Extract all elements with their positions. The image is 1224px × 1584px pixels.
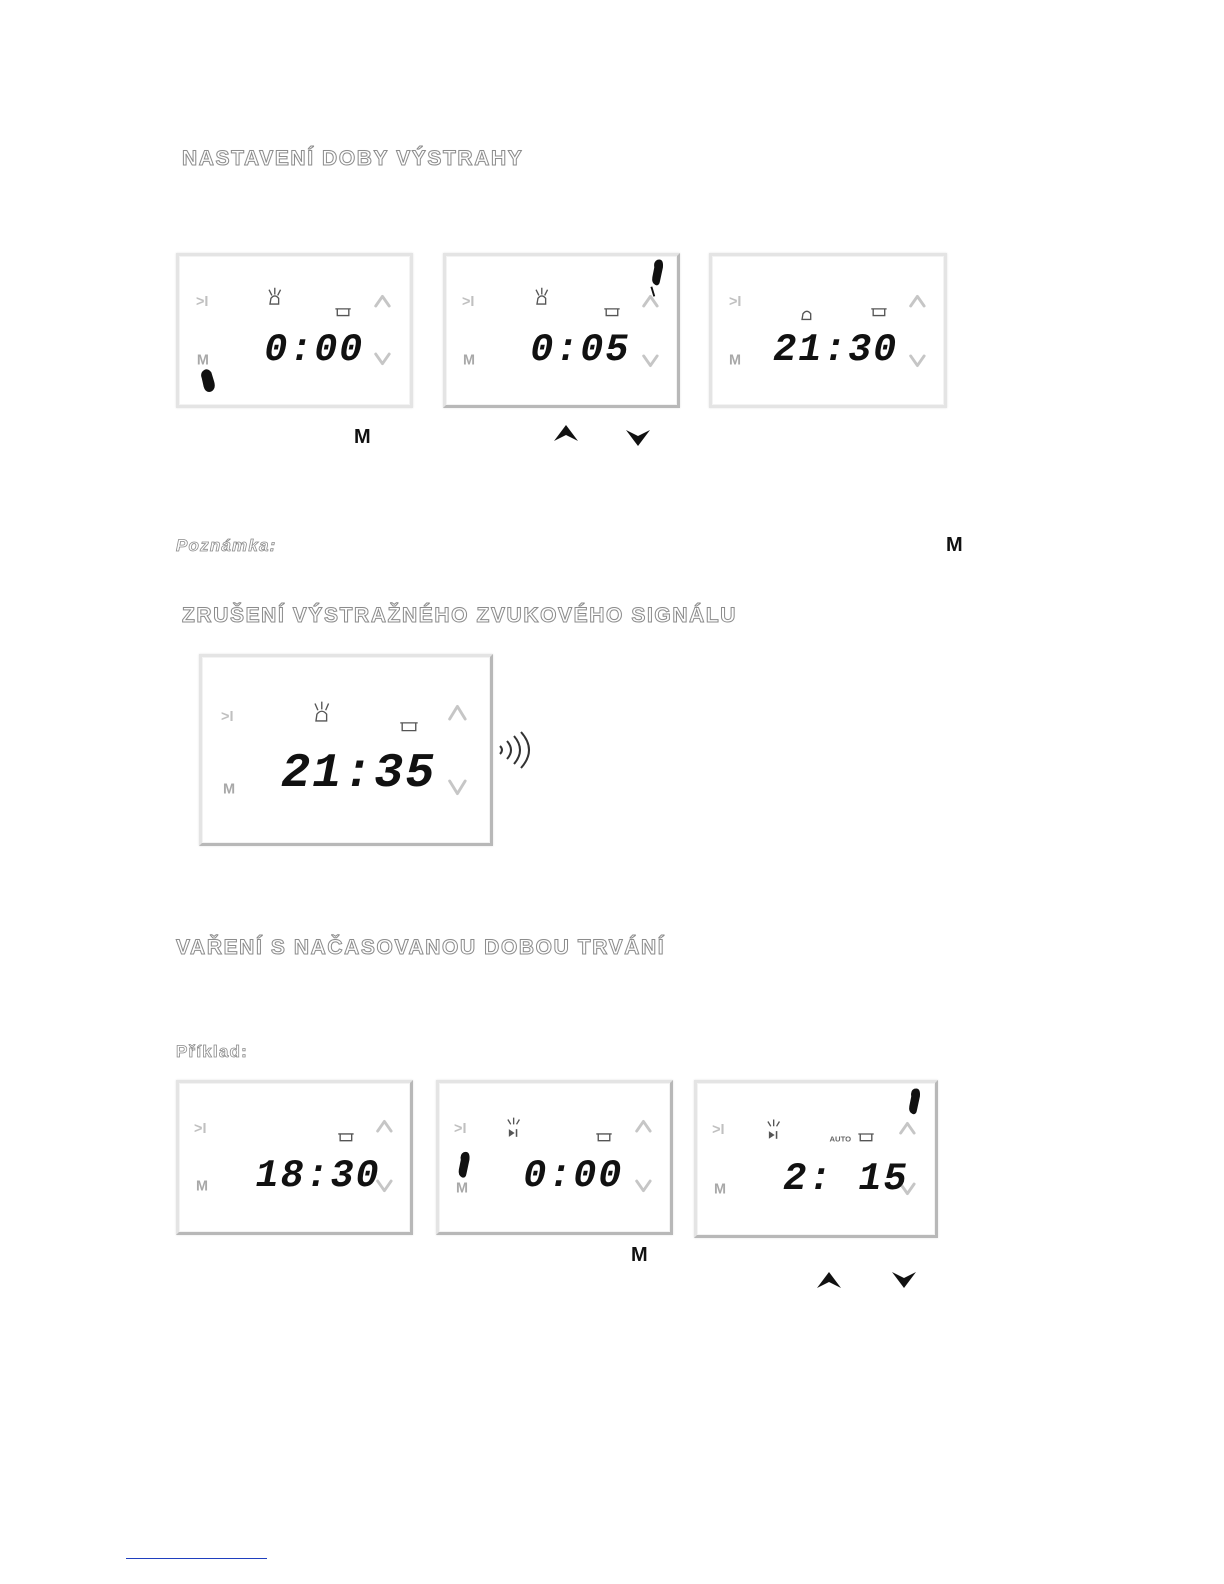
finger-pointer-icon — [909, 1088, 920, 1114]
display-panel-alarm-ringing — [199, 654, 493, 846]
alarm-bell-icon — [802, 311, 811, 319]
down-arrow-icon[interactable] — [450, 781, 466, 794]
lcd-time: 0:00 — [264, 327, 365, 372]
timer-play-icon — [768, 1120, 780, 1139]
display-panel-alarm-step2 — [443, 253, 680, 408]
lcd-time: 2: 15 — [783, 1156, 909, 1201]
pot-icon — [596, 1134, 611, 1141]
menu-button[interactable]: M — [222, 781, 236, 798]
inline-down-arrow-icon — [625, 428, 651, 448]
down-arrow-icon[interactable] — [644, 356, 657, 366]
auto-indicator: AUTO — [829, 1134, 852, 1144]
down-arrow-icon[interactable] — [637, 1181, 650, 1191]
finger-pointer-icon — [459, 1152, 470, 1178]
pot-icon — [400, 723, 417, 731]
footnote-separator — [126, 1558, 267, 1559]
up-arrow-icon[interactable] — [901, 1123, 914, 1133]
inline-down-arrow-icon — [891, 1270, 917, 1290]
skip-button[interactable]: >I — [728, 293, 742, 310]
inline-up-arrow-icon — [816, 1270, 842, 1290]
skip-button[interactable]: >I — [194, 1120, 207, 1137]
display-panel-timed-step2 — [436, 1080, 673, 1235]
sound-waves-icon — [494, 730, 534, 770]
down-arrow-icon[interactable] — [376, 354, 389, 364]
inline-m-symbol: M — [354, 426, 371, 448]
display-panel-timed-step1 — [176, 1080, 413, 1235]
down-arrow-icon[interactable] — [911, 356, 924, 366]
timed-section-title: VAŘENÍ S NAČASOVANOU DOBOU TRVÁNÍ — [176, 936, 666, 959]
menu-button[interactable]: M — [195, 1178, 208, 1195]
menu-button[interactable]: M — [196, 352, 209, 369]
alarm-section-title: NASTAVENÍ DOBY VÝSTRAHY — [182, 147, 524, 170]
menu-button[interactable]: M — [714, 1181, 727, 1198]
up-arrow-icon[interactable] — [376, 296, 389, 306]
pot-icon — [338, 1134, 353, 1141]
pot-icon — [604, 309, 619, 316]
note-label: Poznámka: — [176, 536, 277, 555]
example-label: Příklad: — [176, 1042, 248, 1061]
cancel-section-title: ZRUŠENÍ VÝSTRAŽNÉHO ZVUKOVÉHO SIGNÁLU — [182, 604, 738, 627]
lcd-time: 18:30 — [255, 1153, 381, 1198]
pot-icon — [871, 309, 886, 316]
menu-button[interactable]: M — [728, 352, 742, 369]
skip-button[interactable]: >I — [454, 1120, 467, 1137]
skip-button[interactable]: >I — [195, 293, 209, 310]
up-arrow-icon[interactable] — [637, 1121, 650, 1131]
alarm-bell-icon — [536, 288, 548, 304]
finger-pointer-icon — [651, 260, 663, 297]
up-arrow-icon[interactable] — [644, 296, 657, 306]
lcd-time: 21:35 — [281, 745, 437, 801]
skip-button[interactable]: >I — [462, 293, 475, 310]
up-arrow-icon[interactable] — [911, 296, 924, 306]
timer-play-icon — [508, 1118, 520, 1137]
up-arrow-icon[interactable] — [378, 1121, 391, 1131]
note-m-symbol: M — [946, 534, 963, 556]
pot-icon — [858, 1134, 873, 1141]
alarm-bell-icon — [315, 702, 329, 721]
inline-up-arrow-icon — [553, 423, 579, 443]
lcd-time: 21:30 — [773, 327, 899, 372]
lcd-time: 0:05 — [530, 327, 631, 372]
alarm-bell-icon — [269, 288, 281, 304]
menu-button[interactable]: M — [462, 352, 475, 369]
display-panel-alarm-step1 — [176, 253, 413, 408]
hand-pointer-icon — [201, 369, 215, 392]
lcd-time: 0:00 — [523, 1153, 624, 1198]
display-panel-alarm-step3 — [709, 253, 947, 408]
up-arrow-icon[interactable] — [450, 706, 466, 719]
menu-button[interactable]: M — [455, 1180, 468, 1197]
inline-m-symbol: M — [631, 1244, 648, 1266]
pot-icon — [335, 309, 350, 316]
skip-button[interactable]: >I — [712, 1121, 725, 1138]
display-panel-timed-step3 — [694, 1080, 938, 1238]
skip-button[interactable]: >I — [221, 708, 234, 725]
